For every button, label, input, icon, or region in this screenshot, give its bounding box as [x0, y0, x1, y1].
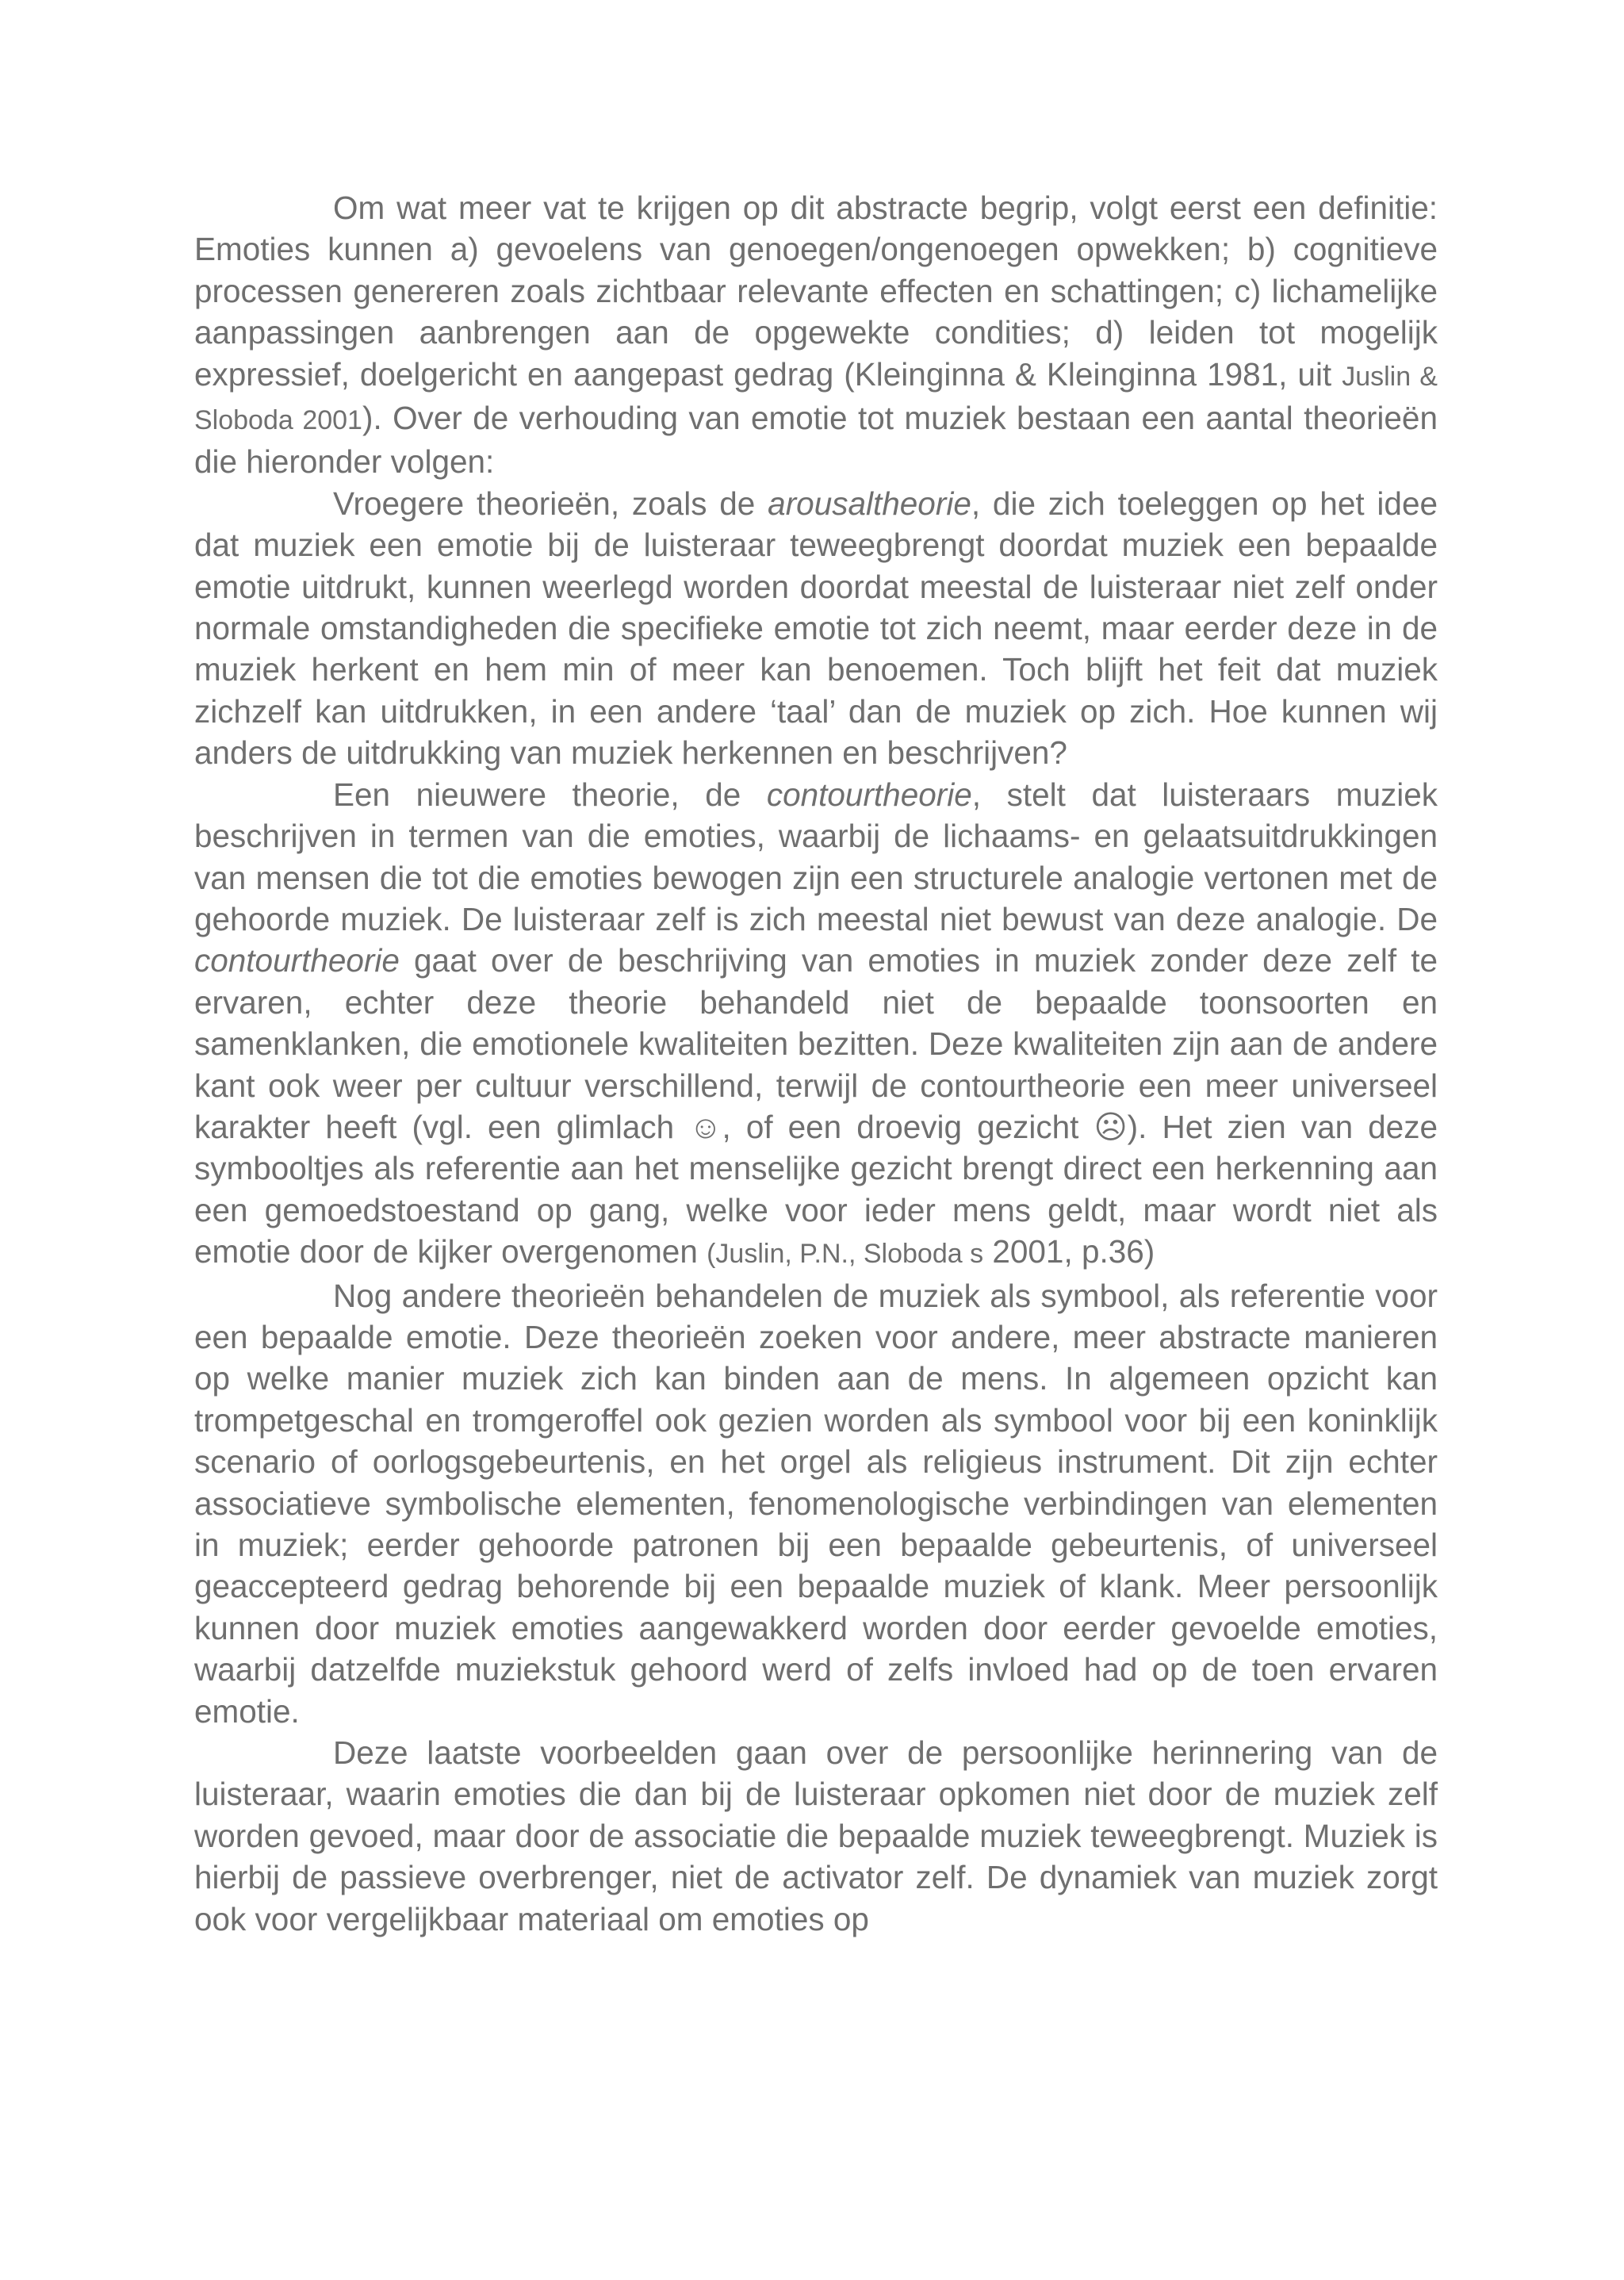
text-segment: Om wat meer vat te krijgen op dit abstracte begrip, volgt eerst een definitie: Emoties kunnen a) gevoelens van genoegen/ongenoegen opwekken; b) cognitieve processen genereren zoals zichtbaar relevante effecten en schattingen; c) lichamelijke aanpassingen aanbrengen aan de opgewekte condities; d) leiden tot mogelijk expressief, doelgericht en aangepast gedrag (Kleinginna & Kleinginna 1981, uit	[194, 190, 1438, 393]
document-page	[194, 187, 1438, 1940]
text-segment: 2001, p.36)	[983, 1233, 1155, 1270]
text-segment: Vroegere theorieën, zoals de	[333, 485, 768, 522]
paragraph-symbol-theories	[194, 1275, 1438, 1732]
text-segment: , stelt dat luisteraars muziek beschrijven in termen van die emoties, waarbij de lichaams- en gelaatsuitdrukkingen van mensen die tot die emoties bewogen zijn een structurele analogie vertonen met de gehoorde muziek. De luisteraar zelf is zich meestal niet bewust van deze analogie. De	[194, 776, 1438, 937]
text-segment: Nog andere theorieën behandelen de muziek als symbool, als referentie voor een bepaalde emotie. Deze theorieën zoeken voor andere, meer abstracte manieren op welke manier muziek zich kan binden aan de mens. In algemeen opzicht kan trompetgeschal en tromgeroffel ook gezien worden als symbool voor bij een koninklijk scenario of oorlogsgebeurtenis, en het orgel als religieus instrument. Dit zijn echter associatieve symbolische elementen, fenomenologische verbindingen van elementen in muziek; eerder gehoorde patronen bij een bepaalde gebeurtenis, of universeel geaccepteerd gedrag behorende bij een bepaalde muziek of klank. Meer persoonlijk kunnen door muziek emoties aangewakkerd worden door eerder gevoelde emoties, waarbij datzelfde muziekstuk gehoord werd of zelfs invloed had op de toen ervaren emotie.	[194, 1277, 1438, 1730]
text-segment: gaat over de beschrijving van emoties in muziek zonder deze zelf te ervaren, echter deze theorie behandeld niet de bepaalde toonsoorten en samenklanken, die emotionele kwaliteiten bezitten. Deze kwaliteiten zijn aan de andere kant ook weer per cultuur verschillend, terwijl de contourtheorie een meer universeel karakter heeft (vgl. een glimlach ☺, of een droevig gezicht ☹). Het zien van deze symbooltjes als referentie aan het menselijke gezicht brengt direct een herkenning aan een gemoedstoestand op gang, welke voor ieder mens geldt, maar wordt niet als emotie door de kijker overgenomen	[194, 942, 1438, 1270]
italic-term: contourtheorie	[766, 776, 972, 813]
text-segment: Een nieuwere theorie, de	[333, 776, 767, 813]
italic-term: contourtheorie	[194, 942, 400, 979]
citation-small: Juslin & Sloboda 2001	[194, 361, 1438, 436]
text-segment: ). Over de verhouding van emotie tot muziek bestaan een aantal theorieën die hieronder volgen:	[194, 400, 1438, 481]
paragraph-definition	[194, 187, 1438, 483]
paragraph-personal-memory	[194, 1732, 1438, 1940]
text-segment: , die zich toeleggen op het idee dat muziek een emotie bij de luisteraar teweegbrengt doordat muziek een bepaalde emotie uitdrukt, kunnen weerlegd worden doordat meestal de luisteraar niet zelf onder normale omstandigheden die specifieke emotie tot zich neemt, maar eerder deze in de muziek herkent en hem min of meer kan benoemen. Toch blijft het feit dat muziek zichzelf kan uitdrukken, in een andere ‘taal’ dan de muziek op zich. Hoe kunnen wij anders de uitdrukking van muziek herkennen en beschrijven?	[194, 485, 1438, 772]
paragraph-arousal-theory	[194, 483, 1438, 774]
italic-term: arousaltheorie	[768, 485, 971, 522]
text-segment: Deze laatste voorbeelden gaan over de persoonlijke herinnering van de luisteraar, waarin emoties die dan bij de luisteraar opkomen niet door de muziek zelf worden gevoed, maar door de associatie die bepaalde muziek teweegbrengt. Muziek is hierbij de passieve overbrenger, niet de activator zelf. De dynamiek van muziek zorgt ook voor vergelijkbaar materiaal om emoties op	[194, 1734, 1438, 1937]
paragraph-contour-theory	[194, 774, 1438, 1275]
citation-small: (Juslin, P.N., Sloboda s	[707, 1239, 984, 1270]
